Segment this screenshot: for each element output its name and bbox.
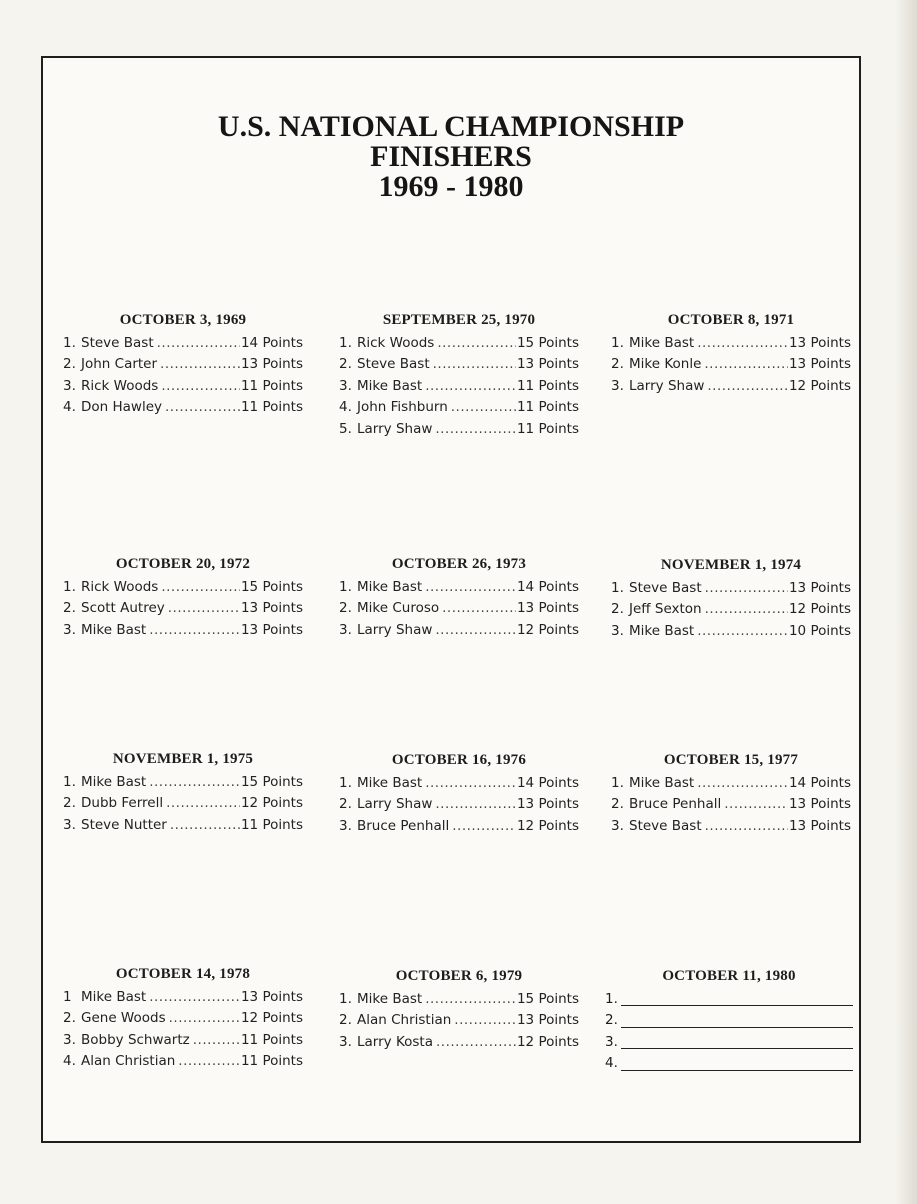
finisher-name: Larry Shaw: [357, 420, 433, 437]
finisher-points: 12 Points: [240, 795, 303, 812]
event-1970: [339, 312, 579, 440]
page-title-line-3: 1969 - 1980: [378, 170, 524, 203]
finisher-points: 11 Points: [240, 399, 303, 416]
finisher-points: 12 Points: [516, 1033, 579, 1050]
entry-rank: 3.: [339, 817, 352, 834]
dot-leader: [454, 1010, 516, 1031]
event-1979: [339, 968, 579, 1053]
event-1975: [63, 751, 303, 836]
finisher-name: Bruce Penhall: [357, 817, 450, 834]
dot-leader: [161, 376, 240, 397]
blank-entry-line: [605, 1010, 853, 1031]
finisher-row: [611, 773, 851, 794]
page-title-line-2: FINISHERS: [370, 140, 532, 173]
finisher-row: [339, 620, 579, 641]
entry-rank: 4.: [605, 1055, 618, 1072]
entry-rank: 3.: [339, 1033, 352, 1050]
finisher-name: Mike Konle: [629, 356, 702, 373]
finisher-name: Bobby Schwartz: [81, 1031, 190, 1048]
dot-leader: [149, 987, 240, 1008]
event-date: OCTOBER 6, 1979: [395, 968, 523, 984]
finisher-points: 12 Points: [788, 601, 851, 618]
dot-leader: [178, 1051, 240, 1072]
entry-rank: 2.: [339, 356, 352, 373]
entry-rank: 4.: [63, 399, 76, 416]
event-date: OCTOBER 15, 1977: [663, 752, 799, 768]
finisher-points: 13 Points: [788, 580, 851, 596]
finisher-points: 15 Points: [516, 991, 579, 1007]
dot-leader: [149, 772, 240, 793]
finisher-row: [339, 773, 579, 794]
blank-entry-line: [605, 1032, 853, 1053]
dot-leader: [433, 354, 516, 375]
finisher-row: [63, 1051, 303, 1072]
event-1972: [63, 556, 303, 641]
finisher-name: Mike Bast: [629, 775, 695, 791]
entry-rank: 1.: [611, 775, 624, 791]
finisher-name: Steve Bast: [629, 817, 702, 834]
finisher-points: 13 Points: [240, 621, 303, 638]
finisher-row: [63, 1008, 303, 1029]
blank-entry-line: [605, 989, 853, 1010]
finisher-row: [63, 577, 303, 598]
entry-rank: 1.: [339, 579, 352, 595]
entry-rank: 2.: [63, 795, 76, 812]
entry-rank: 2.: [611, 356, 624, 373]
finisher-row: [339, 989, 579, 1010]
finisher-name: Dubb Ferrell: [81, 795, 164, 812]
event-date: NOVEMBER 1, 1975: [112, 751, 254, 767]
entry-rank: 1.: [339, 991, 352, 1007]
finisher-name: Mike Bast: [81, 774, 147, 790]
fill-in-rule: [621, 1034, 853, 1049]
finisher-name: Steve Bast: [629, 580, 702, 596]
finisher-row: [611, 376, 851, 397]
entry-rank: 1.: [339, 775, 352, 791]
finisher-points: 10 Points: [788, 622, 851, 639]
event-date: OCTOBER 11, 1980: [662, 968, 796, 984]
entry-rank: 1: [63, 989, 72, 1005]
finisher-points: 15 Points: [516, 335, 579, 351]
finisher-name: John Carter: [81, 356, 158, 373]
dot-leader: [157, 333, 240, 354]
finisher-name: Mike Bast: [357, 991, 423, 1007]
event-1974: [611, 557, 851, 642]
finisher-name: Mike Bast: [81, 989, 147, 1005]
finisher-name: Steve Nutter: [81, 816, 167, 833]
finisher-name: John Fishburn: [357, 399, 448, 416]
finisher-points: 11 Points: [516, 399, 579, 416]
entry-rank: 2.: [339, 600, 352, 617]
entry-rank: 3.: [63, 377, 76, 394]
finisher-row: [63, 1030, 303, 1051]
entry-rank: 1.: [611, 580, 624, 596]
finisher-row: [339, 1010, 579, 1031]
finisher-points: 12 Points: [516, 621, 579, 638]
entry-rank: 3.: [605, 1033, 618, 1050]
event-date: OCTOBER 16, 1976: [391, 752, 527, 768]
entry-rank: 1.: [63, 579, 76, 595]
event-date: SEPTEMBER 25, 1970: [382, 312, 536, 328]
finisher-name: Mike Bast: [81, 621, 147, 638]
finisher-row: [63, 333, 303, 354]
event-1980: [605, 968, 853, 1075]
page-border-frame: [41, 56, 861, 1143]
finisher-row: [339, 598, 579, 619]
dot-leader: [442, 598, 516, 619]
finisher-points: 13 Points: [516, 600, 579, 617]
entry-rank: 3.: [63, 816, 76, 833]
finisher-row: [611, 354, 851, 375]
finisher-row: [611, 333, 851, 354]
event-date: OCTOBER 14, 1978: [115, 966, 251, 982]
finisher-row: [339, 794, 579, 815]
entry-rank: 3.: [63, 621, 76, 638]
event-1976: [339, 752, 579, 837]
finisher-row: [339, 354, 579, 375]
entry-rank: 3.: [611, 817, 624, 834]
event-date: OCTOBER 8, 1971: [667, 312, 795, 328]
dot-leader: [707, 376, 788, 397]
dot-leader: [705, 599, 788, 620]
finisher-points: 13 Points: [516, 1012, 579, 1029]
dot-leader: [436, 1032, 516, 1053]
entry-rank: 2.: [611, 601, 624, 618]
finisher-row: [339, 376, 579, 397]
entry-rank: 2.: [63, 600, 76, 617]
finisher-name: Larry Shaw: [357, 796, 433, 813]
finisher-row: [63, 376, 303, 397]
finisher-points: 12 Points: [240, 1010, 303, 1027]
event-1977: [611, 752, 851, 837]
entry-rank: 1.: [611, 335, 624, 351]
dot-leader: [193, 1030, 240, 1051]
entry-rank: 3.: [63, 1031, 76, 1048]
event-date: OCTOBER 3, 1969: [119, 312, 247, 328]
finisher-name: Mike Bast: [629, 335, 695, 351]
dot-leader: [704, 354, 788, 375]
finisher-name: Rick Woods: [81, 579, 159, 595]
event-1973: [339, 556, 579, 641]
blank-entry-line: [605, 1053, 853, 1074]
finisher-row: [63, 987, 303, 1008]
finisher-points: 11 Points: [240, 377, 303, 394]
entry-rank: 4.: [339, 399, 352, 416]
finisher-name: Scott Autrey: [81, 600, 165, 617]
finisher-row: [339, 333, 579, 354]
finisher-points: 12 Points: [788, 377, 851, 394]
finisher-name: Jeff Sexton: [629, 601, 702, 618]
dot-leader: [170, 815, 240, 836]
finisher-points: 14 Points: [788, 775, 851, 791]
dot-leader: [697, 621, 788, 642]
finisher-row: [611, 794, 851, 815]
dot-leader: [435, 419, 516, 440]
finisher-row: [63, 397, 303, 418]
finisher-name: Mike Bast: [357, 377, 423, 394]
finisher-name: Mike Bast: [629, 622, 695, 639]
event-date: NOVEMBER 1, 1974: [660, 557, 802, 573]
dot-leader: [169, 1008, 240, 1029]
entry-rank: 2.: [339, 1012, 352, 1029]
entry-rank: 1.: [63, 335, 76, 351]
entry-rank: 2.: [63, 356, 76, 373]
finisher-points: 13 Points: [788, 817, 851, 834]
finisher-row: [339, 419, 579, 440]
page-title-line-1: U.S. NATIONAL CHAMPIONSHIP: [217, 110, 685, 143]
finisher-points: 13 Points: [788, 335, 851, 351]
entry-rank: 2.: [611, 796, 624, 813]
finisher-name: Steve Bast: [81, 335, 154, 351]
event-1978: [63, 966, 303, 1073]
dot-leader: [165, 397, 240, 418]
entry-rank: 2.: [339, 796, 352, 813]
finisher-points: 13 Points: [240, 356, 303, 373]
finisher-points: 13 Points: [788, 796, 851, 813]
finisher-points: 13 Points: [516, 356, 579, 373]
dot-leader: [452, 816, 516, 837]
dot-leader: [168, 598, 240, 619]
finisher-row: [63, 772, 303, 793]
finisher-row: [339, 397, 579, 418]
finisher-points: 11 Points: [240, 1053, 303, 1070]
finisher-points: 13 Points: [516, 796, 579, 813]
finisher-name: Larry Shaw: [629, 377, 705, 394]
finisher-row: [611, 816, 851, 837]
finisher-points: 11 Points: [240, 1031, 303, 1048]
entry-rank: 2.: [605, 1012, 618, 1029]
dot-leader: [425, 577, 516, 598]
finisher-row: [63, 354, 303, 375]
entry-rank: 1.: [605, 991, 618, 1007]
finisher-points: 13 Points: [788, 356, 851, 373]
finisher-row: [63, 793, 303, 814]
finisher-name: Alan Christian: [357, 1012, 452, 1029]
dot-leader: [161, 577, 240, 598]
entry-rank: 1.: [63, 774, 76, 790]
finisher-row: [611, 621, 851, 642]
dot-leader: [724, 794, 788, 815]
finisher-name: Mike Bast: [357, 579, 423, 595]
finisher-name: Bruce Penhall: [629, 796, 722, 813]
finisher-row: [611, 578, 851, 599]
finisher-name: Don Hawley: [81, 399, 163, 416]
dot-leader: [435, 620, 516, 641]
finisher-name: Mike Curoso: [357, 600, 440, 617]
dot-leader: [435, 794, 516, 815]
finisher-points: 11 Points: [240, 816, 303, 833]
entry-rank: 5.: [339, 420, 352, 437]
dot-leader: [425, 376, 516, 397]
entry-rank: 3.: [339, 621, 352, 638]
fill-in-rule: [621, 991, 853, 1006]
finisher-name: Steve Bast: [357, 356, 430, 373]
fill-in-rule: [621, 1056, 853, 1071]
event-1971: [611, 312, 851, 397]
dot-leader: [451, 397, 516, 418]
finisher-name: Rick Woods: [81, 377, 159, 394]
finisher-name: Alan Christian: [81, 1053, 176, 1070]
finisher-name: Larry Shaw: [357, 621, 433, 638]
page-edge-shadow: [895, 0, 917, 1204]
entry-rank: 2.: [63, 1010, 76, 1027]
finisher-name: Mike Bast: [357, 775, 423, 791]
finisher-row: [339, 577, 579, 598]
entry-rank: 3.: [611, 377, 624, 394]
finisher-points: 11 Points: [516, 420, 579, 437]
finisher-points: 11 Points: [516, 377, 579, 394]
event-date: OCTOBER 20, 1972: [115, 556, 251, 572]
finisher-points: 15 Points: [240, 579, 303, 595]
finisher-points: 14 Points: [240, 335, 303, 351]
dot-leader: [705, 578, 788, 599]
finisher-row: [63, 815, 303, 836]
finisher-points: 13 Points: [240, 600, 303, 617]
dot-leader: [705, 816, 788, 837]
event-date: OCTOBER 26, 1973: [391, 556, 527, 572]
finisher-points: 14 Points: [516, 775, 579, 791]
finisher-name: Larry Kosta: [357, 1033, 433, 1050]
finisher-row: [339, 816, 579, 837]
finisher-points: 14 Points: [516, 579, 579, 595]
dot-leader: [425, 989, 516, 1010]
entry-rank: 3.: [611, 622, 624, 639]
finisher-row: [63, 620, 303, 641]
dot-leader: [697, 333, 788, 354]
dot-leader: [160, 354, 240, 375]
finisher-points: 15 Points: [240, 774, 303, 790]
entry-rank: 4.: [63, 1053, 76, 1070]
finisher-row: [339, 1032, 579, 1053]
finisher-name: Rick Woods: [357, 335, 435, 351]
dot-leader: [166, 793, 240, 814]
event-1969: [63, 312, 303, 419]
dot-leader: [425, 773, 516, 794]
dot-leader: [149, 620, 240, 641]
finisher-name: Gene Woods: [81, 1010, 166, 1027]
finisher-points: 13 Points: [240, 989, 303, 1005]
dot-leader: [437, 333, 516, 354]
finisher-row: [611, 599, 851, 620]
dot-leader: [697, 773, 788, 794]
finisher-row: [63, 598, 303, 619]
entry-rank: 3.: [339, 377, 352, 394]
fill-in-rule: [621, 1013, 853, 1028]
finisher-points: 12 Points: [516, 817, 579, 834]
entry-rank: 1.: [339, 335, 352, 351]
